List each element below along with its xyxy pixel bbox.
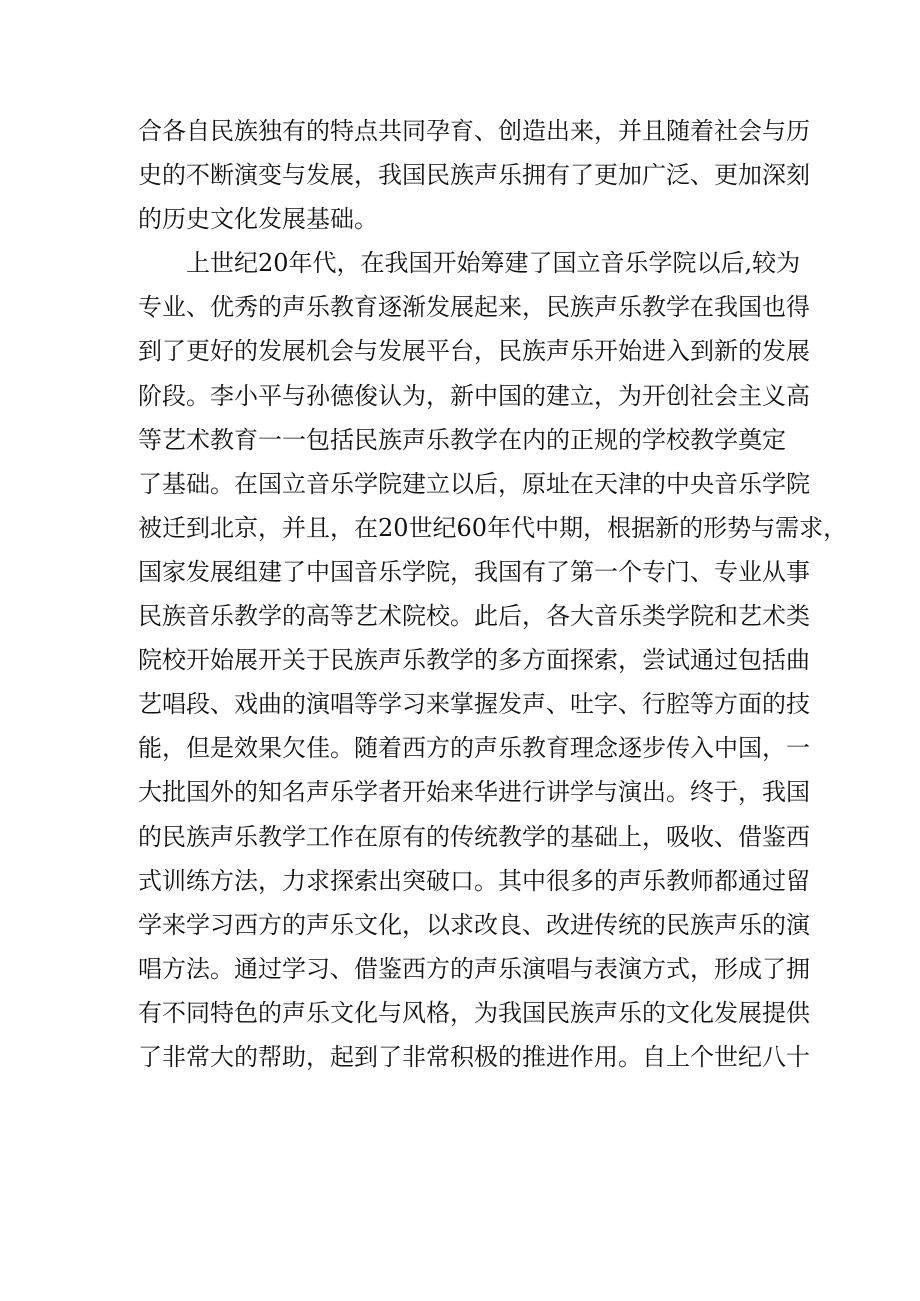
text-line-21: 有不同特色的声乐文化与风格，为我国民族声乐的文化发展提供	[138, 998, 810, 1027]
text-line-3: 的历史文化发展基础。	[138, 205, 378, 234]
text-line-20: 唱方法。通过学习、借鉴西方的声乐演唱与表演方式，形成了拥	[138, 954, 810, 983]
text-line-5: 专业、优秀的声乐教育逐渐发展起来，民族声乐教学在我国也得	[138, 293, 810, 322]
text-line-15: 能，但是效果欠佳。随着西方的声乐教育理念逐步传入中国，一	[138, 734, 810, 763]
text-line-7: 阶段。李小平与孙德俊认为，新中国的建立，为开创社会主义高	[138, 381, 810, 410]
paragraph-start-line: 上世纪20年代，在我国开始筹建了国立音乐学院以后,较为	[186, 249, 801, 278]
text-line-16: 大批国外的知名声乐学者开始来华进行讲学与演出。终于，我国	[138, 778, 810, 807]
text-line-11: 国家发展组建了中国音乐学院，我国有了第一个专门、专业从事	[138, 557, 810, 586]
body-text	[138, 109, 848, 1079]
text-line-14: 艺唱段、戏曲的演唱等学习来掌握发声、吐字、行腔等方面的技	[138, 690, 810, 719]
text-line-1: 合各自民族独有的特点共同孕育、创造出来，并且随着社会与历	[138, 117, 810, 145]
text-line-6: 到了更好的发展机会与发展平台，民族声乐开始进入到新的发展	[138, 337, 810, 366]
text-line-2: 史的不断演变与发展，我国民族声乐拥有了更加广泛、更加深刻	[138, 161, 810, 190]
text-line-13: 院校开始展开关于民族声乐教学的多方面探索，尝试通过包括曲	[138, 646, 810, 675]
text-line-8: 等艺术教育一一包括民族声乐教学在内的正规的学校教学奠定	[138, 425, 786, 454]
text-line-17: 的民族声乐教学工作在原有的传统教学的基础上，吸收、借鉴西	[138, 822, 810, 851]
text-line-9: 了基础。在国立音乐学院建立以后，原址在天津的中央音乐学院	[138, 469, 810, 498]
text-line-10: 被迁到北京，并且，在20世纪60年代中期，根据新的形势与需求，	[138, 513, 848, 542]
text-line-18: 式训练方法，力求探索出突破口。其中很多的声乐教师都通过留	[138, 866, 810, 895]
text-line-19: 学来学习西方的声乐文化，以求改良、改进传统的民族声乐的演	[138, 910, 810, 939]
text-line-12: 民族音乐教学的高等艺术院校。此后，各大音乐类学院和艺术类	[138, 602, 810, 631]
text-line-22: 了非常大的帮助，起到了非常积极的推进作用。自上个世纪八十	[138, 1042, 810, 1071]
